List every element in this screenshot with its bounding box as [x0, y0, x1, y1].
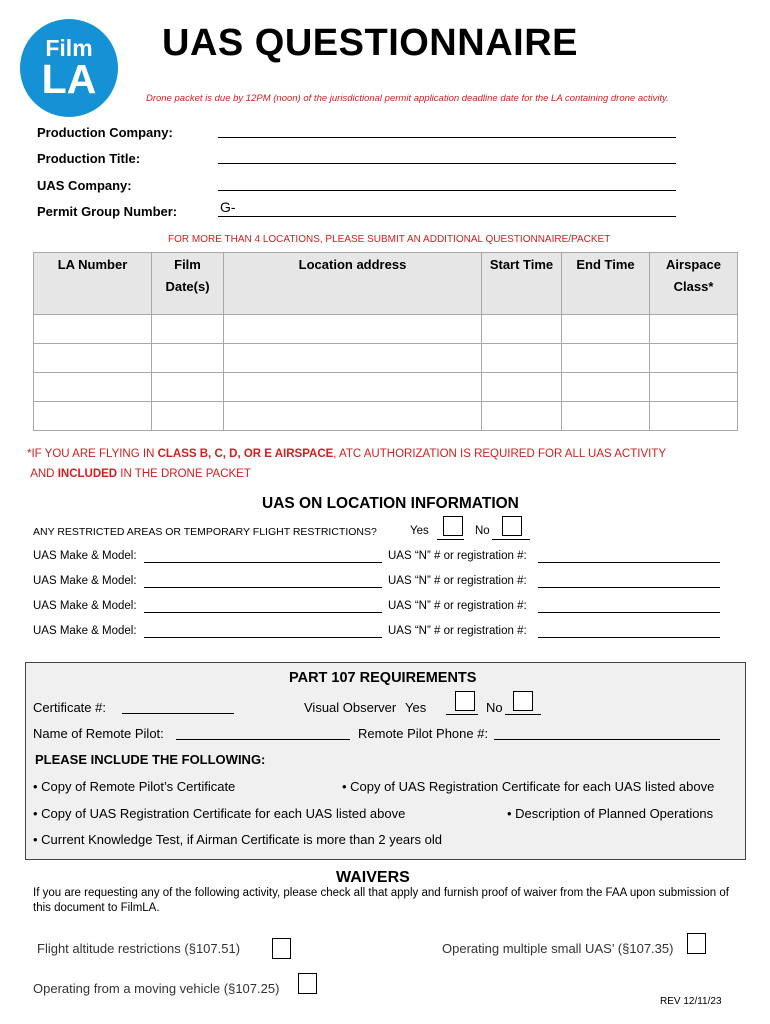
registration-field-4[interactable]: [538, 637, 720, 638]
waiver-altitude-checkbox[interactable]: [272, 938, 291, 959]
airspace-warning: [27, 444, 666, 484]
table-cell[interactable]: [482, 373, 562, 402]
restricted-yes-label: Yes: [410, 525, 429, 537]
table-cell[interactable]: [562, 373, 650, 402]
table-header-row: [34, 253, 738, 315]
uas-company-field[interactable]: [218, 190, 676, 191]
table-cell[interactable]: [650, 344, 738, 373]
visual-observer-yes-label: Yes: [405, 700, 427, 715]
production-company-field[interactable]: [218, 137, 676, 138]
uas-location-title: UAS ON LOCATION INFORMATION: [262, 495, 519, 512]
visual-observer-yes-checkbox[interactable]: [455, 691, 475, 711]
certificate-field[interactable]: [122, 713, 234, 714]
table-cell[interactable]: [224, 402, 482, 431]
table-cell[interactable]: [562, 402, 650, 431]
table-cell[interactable]: [34, 315, 152, 344]
logo-line2: LA: [41, 56, 97, 102]
make-model-field-1[interactable]: [144, 562, 382, 563]
header-end-time: End Time: [562, 253, 650, 315]
production-title-label: Production Title:: [37, 151, 141, 166]
part107-title: PART 107 REQUIREMENTS: [289, 670, 477, 686]
warning-bold-included: INCLUDED: [57, 468, 118, 480]
logo-line1: Film: [45, 35, 93, 61]
restricted-yes-underline: [437, 539, 464, 540]
header-airspace-line2: Class*: [673, 279, 714, 294]
make-model-label: UAS Make & Model:: [33, 600, 137, 612]
warning-part1: *IF YOU ARE FLYING IN: [27, 448, 158, 460]
header-airspace: [650, 253, 738, 315]
header-airspace-line1: Airspace: [666, 257, 721, 272]
table-cell[interactable]: [224, 315, 482, 344]
header-la-number: LA Number: [34, 253, 152, 315]
table-cell[interactable]: [224, 373, 482, 402]
registration-label: UAS “N” # or registration #:: [388, 625, 527, 637]
registration-field-2[interactable]: [538, 587, 720, 588]
include-item-registration-1: • Copy of UAS Registration Certificate for each UAS listed above: [342, 779, 715, 794]
table-cell[interactable]: [152, 344, 224, 373]
include-heading: PLEASE INCLUDE THE FOLLOWING:: [35, 752, 266, 767]
table-cell[interactable]: [562, 315, 650, 344]
waiver-vehicle-checkbox[interactable]: [298, 973, 317, 994]
table-cell[interactable]: [482, 344, 562, 373]
warning-part4: IN THE DRONE PACKET: [117, 468, 251, 480]
make-model-label: UAS Make & Model:: [33, 550, 137, 562]
visual-observer-yes-underline: [446, 714, 478, 715]
revision-date: REV 12/11/23: [660, 996, 722, 1007]
table-cell[interactable]: [562, 344, 650, 373]
registration-field-1[interactable]: [538, 562, 720, 563]
table-cell[interactable]: [224, 344, 482, 373]
restricted-yes-checkbox[interactable]: [443, 516, 463, 536]
waiver-multiple-label: Operating multiple small UAS’ (§107.35): [442, 941, 674, 956]
restricted-question: ANY RESTRICTED AREAS OR TEMPORARY FLIGHT RESTRICTIONS?: [33, 526, 377, 538]
registration-field-3[interactable]: [538, 612, 720, 613]
warning-part2: , ATC AUTHORIZATION IS REQUIRED FOR ALL UAS ACTIVITY: [333, 448, 666, 460]
waiver-altitude-label: Flight altitude restrictions (§107.51): [37, 941, 241, 956]
make-model-field-4[interactable]: [144, 637, 382, 638]
visual-observer-no-checkbox[interactable]: [513, 691, 533, 711]
table-row: [34, 344, 738, 373]
include-item-registration-2: • Copy of UAS Registration Certificate for each UAS listed above: [33, 806, 406, 821]
page-title: UAS QUESTIONNAIRE: [162, 22, 578, 64]
visual-observer-no-underline: [505, 714, 541, 715]
table-cell[interactable]: [650, 373, 738, 402]
restricted-no-label: No: [475, 525, 490, 537]
table-cell[interactable]: [650, 315, 738, 344]
header-start-time: Start Time: [482, 253, 562, 315]
deadline-note: Drone packet is due by 12PM (noon) of the jurisdictional permit application deadline date for the LA containing drone activity.: [146, 93, 669, 104]
production-company-label: Production Company:: [37, 125, 173, 140]
make-model-label: UAS Make & Model:: [33, 575, 137, 587]
header-film-line2: Date(s): [165, 279, 210, 294]
include-item-pilot-certificate: • Copy of Remote Pilot’s Certificate: [33, 779, 236, 794]
make-model-label: UAS Make & Model:: [33, 625, 137, 637]
remote-pilot-name-field[interactable]: [176, 739, 350, 740]
table-row: [34, 315, 738, 344]
remote-pilot-name-label: Name of Remote Pilot:: [33, 726, 164, 741]
certificate-label: Certificate #:: [33, 700, 106, 715]
table-cell[interactable]: [152, 373, 224, 402]
make-model-field-2[interactable]: [144, 587, 382, 588]
table-cell[interactable]: [34, 373, 152, 402]
waiver-vehicle-label: Operating from a moving vehicle (§107.25): [33, 981, 280, 996]
table-cell[interactable]: [482, 402, 562, 431]
header-film-dates: [152, 253, 224, 315]
remote-pilot-phone-field[interactable]: [494, 739, 720, 740]
permit-prefix: G-: [220, 199, 236, 215]
remote-pilot-phone-label: Remote Pilot Phone #:: [358, 726, 489, 741]
permit-group-field[interactable]: [218, 216, 676, 217]
header-film-line1: Film: [174, 257, 201, 272]
waivers-instructions: If you are requesting any of the following activity, please check all that apply and furnish proof of waiver from the FAA upon submission of this document to FilmLA.: [33, 887, 729, 914]
table-row: [34, 402, 738, 431]
include-item-knowledge-test: • Current Knowledge Test, if Airman Certificate is more than 2 years old: [33, 832, 442, 847]
table-cell[interactable]: [152, 315, 224, 344]
make-model-field-3[interactable]: [144, 612, 382, 613]
visual-observer-no-label: No: [486, 700, 503, 715]
table-cell[interactable]: [650, 402, 738, 431]
registration-label: UAS “N” # or registration #:: [388, 550, 527, 562]
registration-label: UAS “N” # or registration #:: [388, 600, 527, 612]
filmla-logo: [20, 19, 118, 117]
permit-group-label: Permit Group Number:: [37, 204, 178, 219]
restricted-no-underline: [492, 539, 530, 540]
table-cell[interactable]: [152, 402, 224, 431]
table-cell[interactable]: [482, 315, 562, 344]
waivers-title: WAIVERS: [336, 869, 410, 886]
registration-label: UAS “N” # or registration #:: [388, 575, 527, 587]
table-row: [34, 373, 738, 402]
include-item-planned-operations: • Description of Planned Operations: [507, 806, 714, 821]
more-locations-note: FOR MORE THAN 4 LOCATIONS, PLEASE SUBMIT AN ADDITIONAL QUESTIONNAIRE/PACKET: [168, 234, 611, 245]
header-location: Location address: [224, 253, 482, 315]
uas-company-label: UAS Company:: [37, 178, 132, 193]
waiver-multiple-checkbox[interactable]: [687, 933, 706, 954]
warning-bold-classes: CLASS B, C, D, OR E AIRSPACE: [157, 448, 334, 460]
table-cell[interactable]: [34, 402, 152, 431]
warning-part3: AND: [30, 468, 58, 480]
locations-table: [33, 252, 738, 431]
restricted-no-checkbox[interactable]: [502, 516, 522, 536]
production-title-field[interactable]: [218, 163, 676, 164]
visual-observer-label: Visual Observer: [304, 700, 397, 715]
table-cell[interactable]: [34, 344, 152, 373]
